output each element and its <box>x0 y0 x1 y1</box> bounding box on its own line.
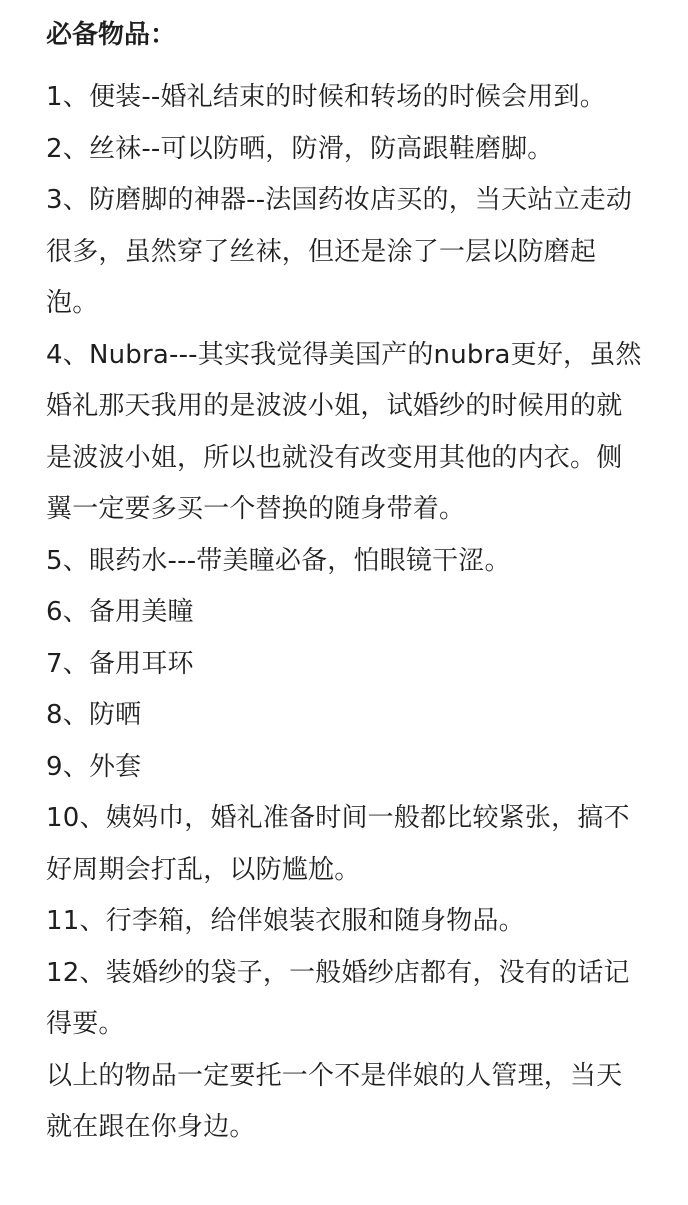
list-item-8: 8、防晒 <box>46 700 142 730</box>
list-item-6: 6、备用美瞳 <box>46 597 194 627</box>
list-item-4: 4、Nubra---其实我觉得美国产的nubra更好，虽然婚礼那天我用的是波波小姐，试婚纱的时候用的就是波波小姐，所以也就没有改变用其他的内衣。侧翼一定要多买一个替换的随身带着。 <box>46 339 642 524</box>
section-heading: 必备物品： <box>46 20 177 50</box>
list-item-11: 11、行李箱，给伴娘装衣服和随身物品。 <box>46 906 525 936</box>
list-item-12: 12、装婚纱的袋子，一般婚纱店都有，没有的话记得要。 <box>46 957 630 1039</box>
list-item-7: 7、备用耳环 <box>46 648 194 679</box>
list-item-5: 5、眼药水---带美瞳必备，怕眼镜干涩。 <box>46 545 511 576</box>
document <box>46 14 646 1154</box>
list-item-3: 3、防磨脚的神器--法国药妆店买的，当天站立走动很多，虽然穿了丝袜，但还是涂了一层以防磨起泡。 <box>46 185 633 318</box>
closing-note: 以上的物品一定要托一个不是伴娘的人管理，当天就在跟在你身边。 <box>46 1060 623 1142</box>
list-item-10: 10、姨妈巾，婚礼准备时间一般都比较紧张，搞不好周期会打乱，以防尴尬。 <box>46 803 630 885</box>
list-item-1: 1、便装--婚礼结束的时候和转场的时候会用到。 <box>46 82 606 112</box>
list-item-9: 9、外套 <box>46 751 142 782</box>
list-item-2: 2、丝袜--可以防晒，防滑，防高跟鞋磨脚。 <box>46 133 554 164</box>
